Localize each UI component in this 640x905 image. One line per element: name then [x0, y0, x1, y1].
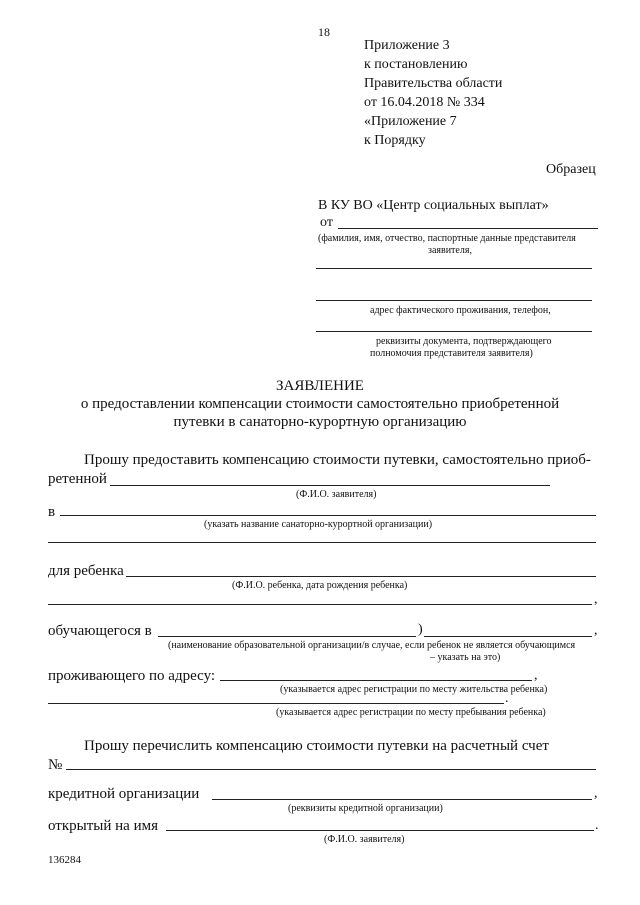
addressee-from-line[interactable] [338, 228, 598, 229]
dot-2: . [595, 818, 599, 833]
account-number-label: № [48, 757, 63, 773]
hint-child: (Ф.И.О. ребенка, дата рождения ребенка) [232, 580, 408, 591]
appendix-line-2: к постановлению [364, 57, 468, 72]
addressee-to: В КУ ВО «Центр социальных выплат» [318, 198, 549, 213]
child-label: для ребенка [48, 563, 124, 579]
hint-registration: (указывается адрес регистрации по месту жительства ребенка) [280, 684, 548, 695]
comma-3: , [534, 668, 538, 683]
addressee-hint-1b: заявителя, [428, 245, 472, 256]
appendix-line-1: Приложение 3 [364, 38, 450, 53]
comma-4: , [594, 786, 598, 801]
transfer-paragraph-line-1: Прошу перечислить компенсацию стоимости путевки на расчетный счет [84, 738, 549, 754]
hint-organization: (указать название санаторно-курортной организации) [204, 519, 433, 530]
registration-address-line[interactable] [220, 680, 532, 681]
hint-applicant: (Ф.И.О. заявителя) [296, 489, 377, 500]
student-label: обучающегося в [48, 623, 152, 639]
addressee-hint-3b: полномочия представителя заявителя) [370, 348, 533, 359]
organization-line-2[interactable] [48, 542, 596, 543]
in-label: в [48, 504, 56, 520]
applicant-name-line[interactable] [110, 485, 550, 486]
comma-1: , [594, 592, 598, 607]
footer-code: 136284 [48, 854, 81, 866]
organization-line[interactable] [60, 515, 596, 516]
request-paragraph-line-1: Прошу предоставить компенсацию стоимости путевки, самостоятельно приоб- [84, 452, 591, 468]
addressee-hint-2: адрес фактического проживания, телефон, [370, 305, 551, 316]
school-line[interactable] [158, 636, 416, 637]
bank-label: кредитной организации [48, 786, 200, 802]
comma-2: , [594, 623, 598, 638]
document-title: ЗАЯВЛЕНИЕ [276, 378, 364, 394]
stay-address-line[interactable] [48, 703, 504, 704]
addressee-hint-3a: реквизиты документа, подтверждающего [376, 336, 552, 347]
account-holder-line[interactable] [166, 830, 594, 831]
close-paren: ) [418, 622, 423, 637]
bank-line[interactable] [212, 799, 592, 800]
child-line-2[interactable] [48, 604, 592, 605]
addressee-line-3[interactable] [316, 300, 592, 301]
opened-label: открытый на имя [48, 818, 158, 834]
document-subtitle-1: о предоставлении компенсации стоимости самостоятельно приобретенной [80, 396, 560, 412]
addressee-line-2[interactable] [316, 268, 592, 269]
appendix-line-3: Правительства области [364, 76, 503, 91]
hint-school-2: – указать на это) [430, 652, 501, 663]
hint-school-1: (наименование образовательной организации/в случае, если ребенок не является обучающимся [168, 640, 576, 651]
addressee-from-label: от [320, 215, 333, 230]
hint-stay: (указывается адрес регистрации по месту пребывания ребенка) [276, 707, 546, 718]
addressee-hint-1a: (фамилия, имя, отчество, паспортные данные представителя [318, 233, 576, 244]
document-subtitle-2: путевки в санаторно-курортную организацию [173, 414, 467, 430]
address-label: проживающего по адресу: [48, 668, 216, 684]
appendix-line-6: к Порядку [364, 133, 426, 148]
child-name-line[interactable] [126, 576, 596, 577]
appendix-line-5: «Приложение 7 [364, 114, 457, 129]
page-number: 18 [318, 25, 330, 39]
addressee-line-4[interactable] [316, 331, 592, 332]
sample-label: Образец [546, 162, 596, 177]
school-line-2[interactable] [424, 636, 592, 637]
dot-1: . [505, 691, 509, 706]
appendix-line-4: от 16.04.2018 № 334 [364, 95, 485, 110]
request-paragraph-line-2: ретенной [48, 471, 107, 487]
account-number-line[interactable] [66, 769, 596, 770]
hint-bank: (реквизиты кредитной организации) [288, 803, 443, 814]
hint-applicant-2: (Ф.И.О. заявителя) [324, 834, 405, 845]
